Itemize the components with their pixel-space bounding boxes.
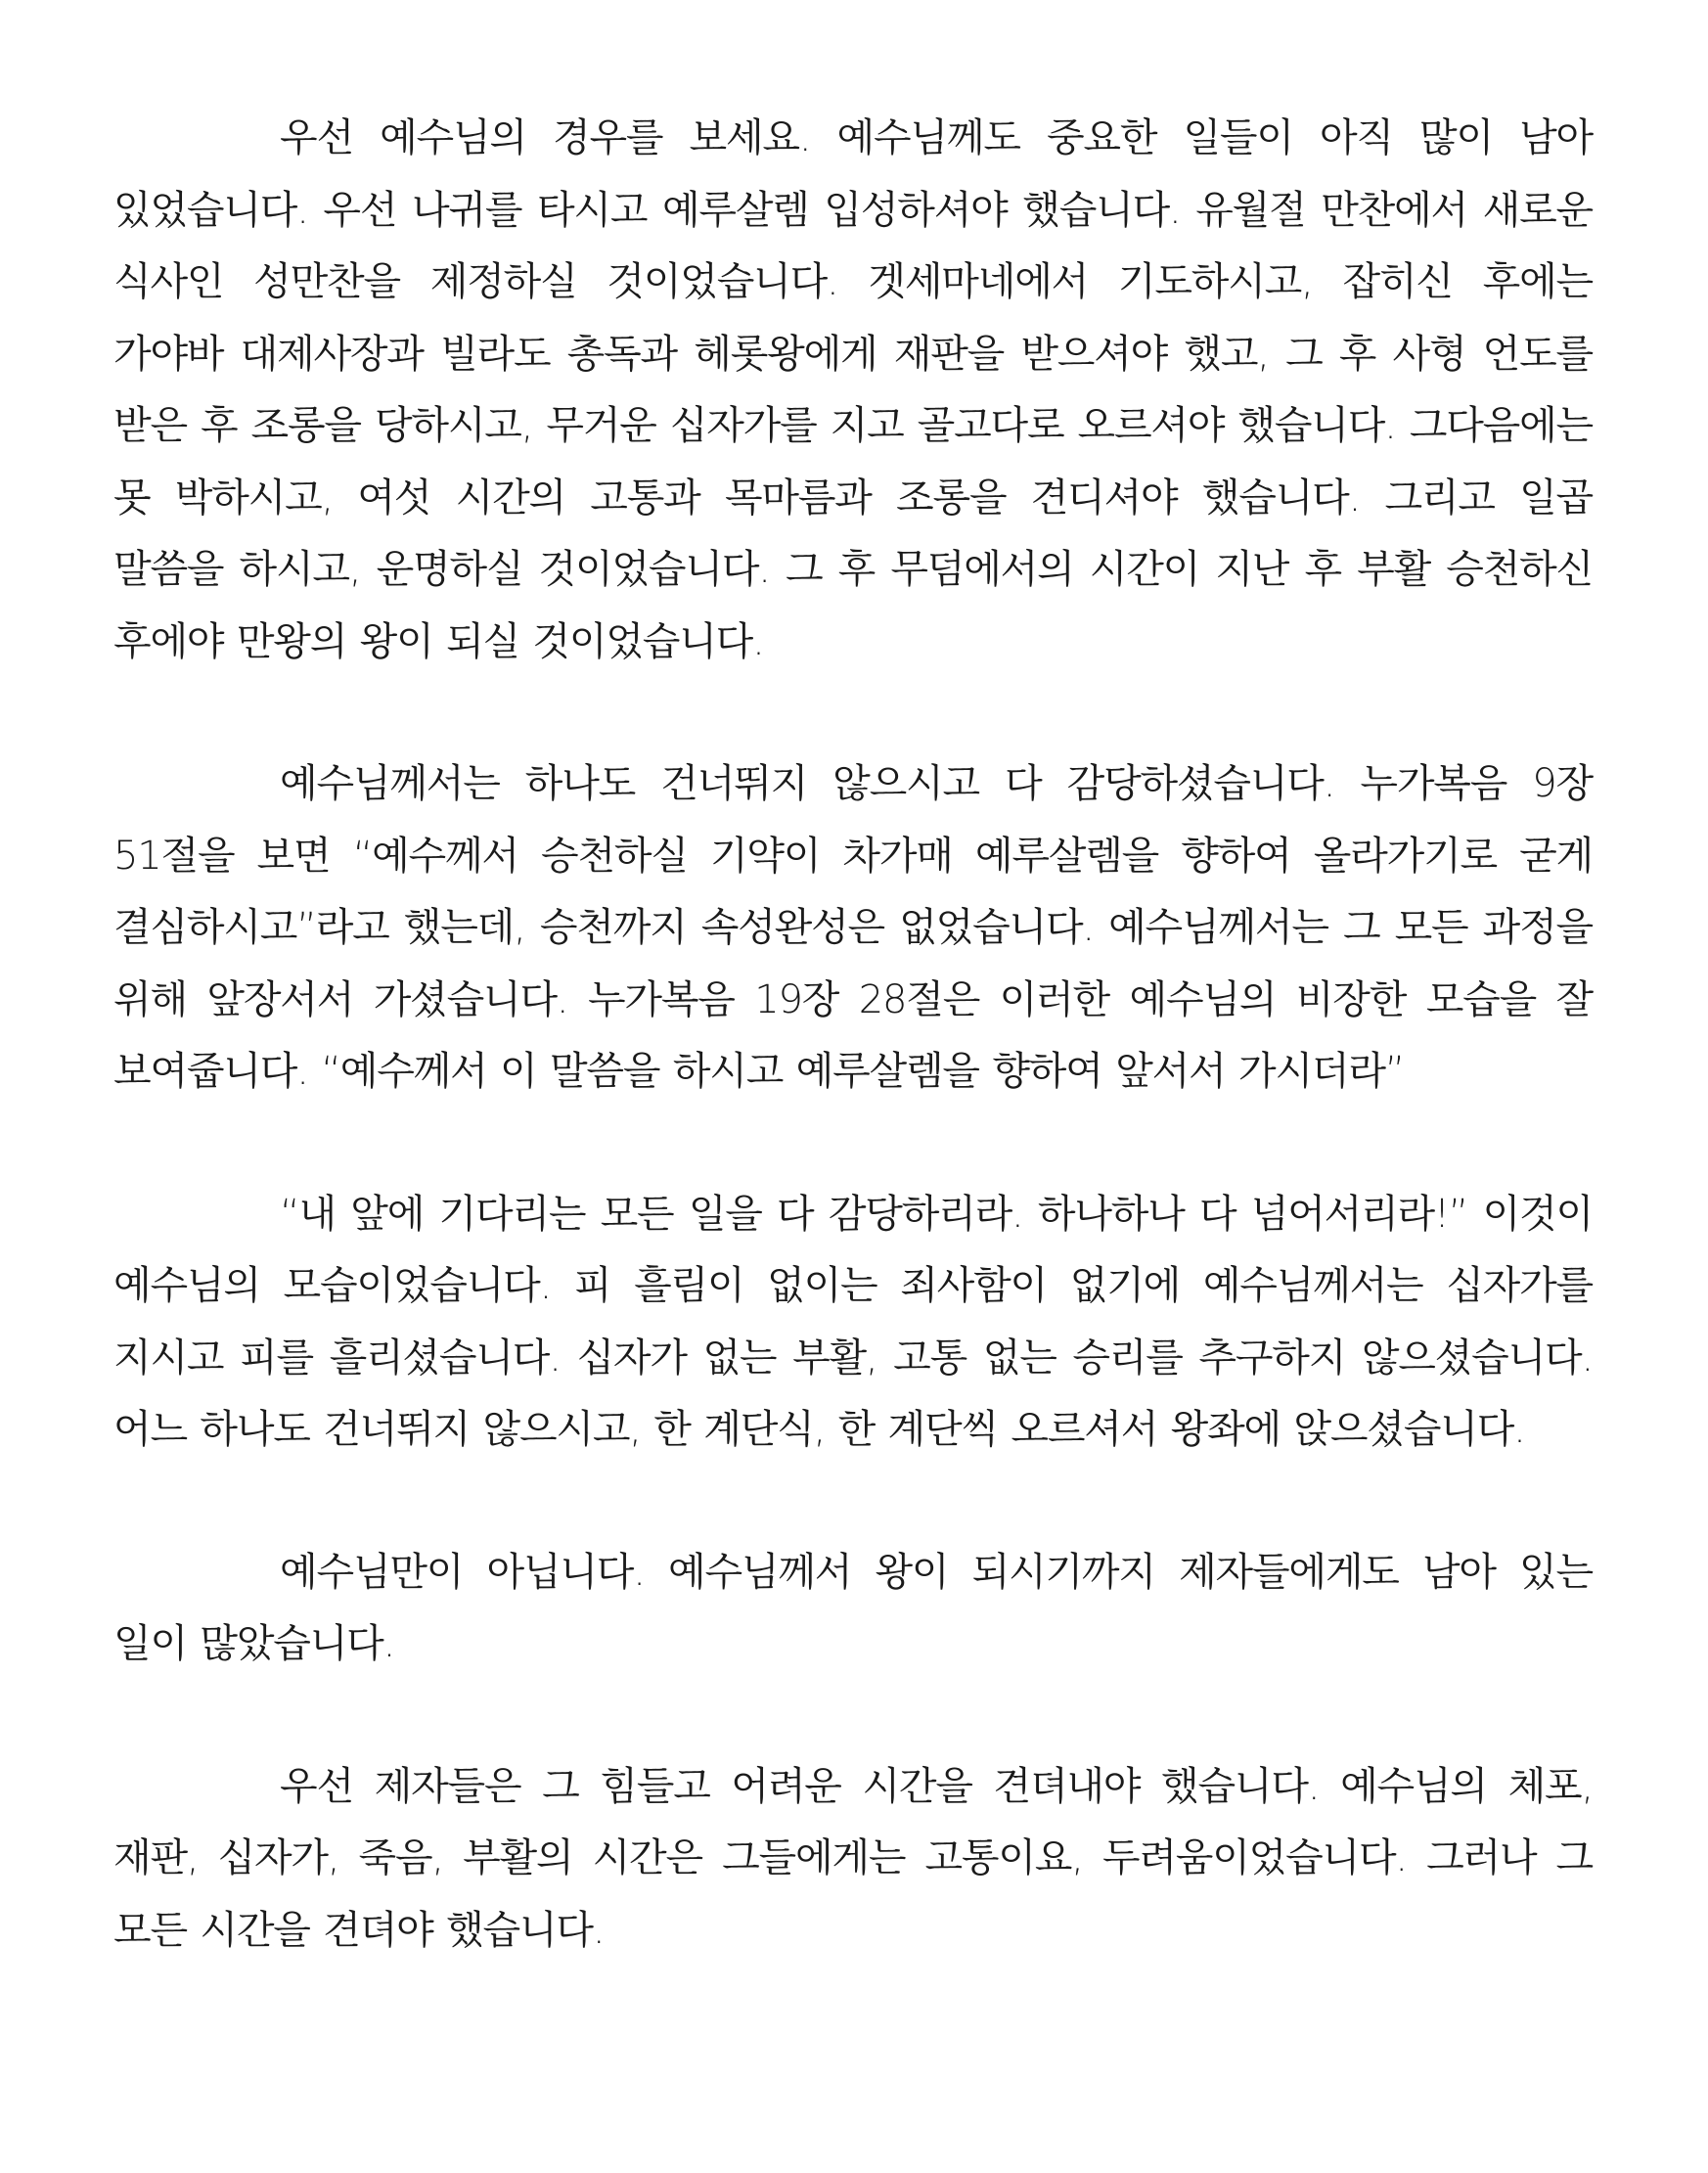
paragraph-2: 예수님께서는 하나도 건너뛰지 않으시고 다 감당하셨습니다. 누가복음 9장 51절을 보면 “예수께서 승천하실 기약이 차가매 예루살렘을 향하여 올라가기로 굳게 결심하시고”라고 했는데, 승천까지 속성완성은 없었습니다. 예수님께서는 그 모든 과정을 위해 앞장서서 가셨습니다. 누가복음 19장 28절은 이러한 예수님의 비장한 모습을 잘 보여줍니다. “예수께서 이 말씀을 하시고 예루살렘을 향하여 앞서서 가시더라” xyxy=(113,761,1593,1094)
paragraph-3: “내 앞에 기다리는 모든 일을 다 감당하리라. 하나하나 다 넘어서리라!” 이것이 예수님의 모습이었습니다. 피 흘림이 없이는 죄사함이 없기에 예수님께서는 십자가를 지시고 피를 흘리셨습니다. 십자가 없는 부활, 고통 없는 승리를 추구하지 않으셨습니다. 어느 하나도 건너뛰지 않으시고, 한 계단식, 한 계단씩 오르셔서 왕좌에 앉으셨습니다. xyxy=(113,1191,1593,1452)
paragraph-5: 우선 제자들은 그 힘들고 어려운 시간을 견뎌내야 했습니다. 예수님의 체포, 재판, 십자가, 죽음, 부활의 시간은 그들에게는 고통이요, 두려움이었습니다. 그러나 그 모든 시간을 견뎌야 했습니다. xyxy=(113,1763,1593,1953)
paragraph-4: 예수님만이 아닙니다. 예수님께서 왕이 되시기까지 제자들에게도 남아 있는 일이 많았습니다. xyxy=(113,1549,1593,1666)
document-page xyxy=(113,103,1593,1967)
paragraph-1: 우선 예수님의 경우를 보세요. 예수님께도 중요한 일들이 아직 많이 남아 있었습니다. 우선 나귀를 타시고 예루살렘 입성하셔야 했습니다. 유월절 만찬에서 새로운 식사인 성만찬을 제정하실 것이었습니다. 겟세마네에서 기도하시고, 잡히신 후에는 가야바 대제사장과 빌라도 총독과 헤롯왕에게 재판을 받으셔야 했고, 그 후 사형 언도를 받은 후 조롱을 당하시고, 무거운 십자가를 지고 골고다로 오르셔야 했습니다. 그다음에는 못 박하시고, 여섯 시간의 고통과 목마름과 조롱을 견디셔야 했습니다. 그리고 일곱 말씀을 하시고, 운명하실 것이었습니다. 그 후 무덤에서의 시간이 지난 후 부활 승천하신 후에야 만왕의 왕이 되실 것이었습니다. xyxy=(113,115,1593,664)
